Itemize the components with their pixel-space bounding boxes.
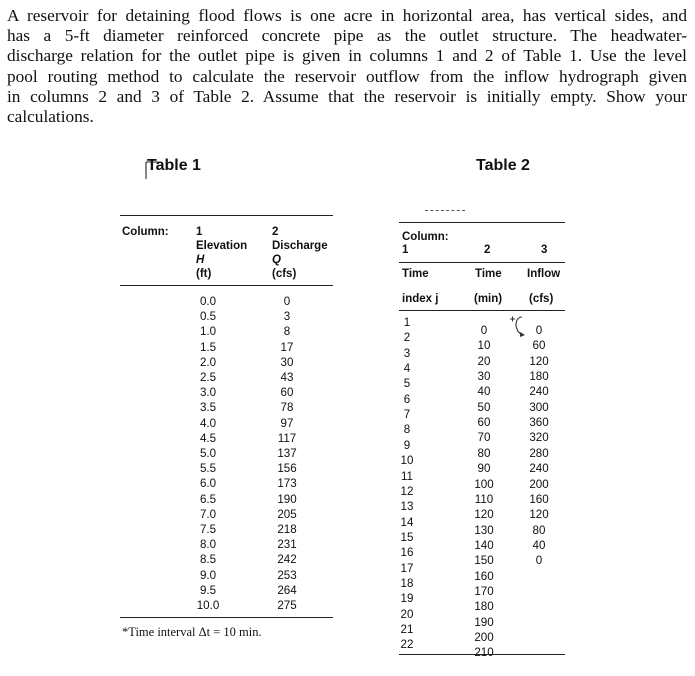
table2-inflow-cell: 300 [529,400,549,414]
table2-time-cell: 160 [474,569,494,583]
table2-time-cell: 130 [474,523,494,537]
table2-time-cell: 60 [477,416,491,430]
table2-index-cell: 9 [403,438,411,452]
table2-index-cell: 5 [403,377,411,391]
table1-discharge-cell: 205 [277,507,297,521]
table2-index-cell: 3 [403,346,411,360]
table2-time-cell: 70 [477,431,491,445]
table2-time-cell: 120 [474,508,494,522]
table2-col1-num: 1 [402,244,409,256]
table1-discharge-cell: 117 [277,431,297,445]
table1-discharge-cell: 0 [283,295,291,308]
table2-inflow-cell: 240 [529,462,549,476]
table2-time-cell: 210 [474,646,494,660]
table1-discharge-cell: 156 [277,462,297,476]
table1-discharge-cell: 242 [277,553,297,567]
table2-index-cell: 16 [400,546,414,560]
table2-index-cell: 14 [400,515,414,529]
table2-inflow-cell: 280 [529,446,549,460]
table2-title: Table 2 [476,157,530,174]
table2-inflow-cell: 160 [529,492,549,506]
table2-time-cell: 100 [474,477,494,491]
table2-index-cell: 4 [403,362,411,376]
table1-discharge-cell: 3 [283,310,291,324]
table1-discharge-cell: 97 [280,416,294,430]
table2-col2-name: Time [475,268,502,280]
table1-col2-name: Discharge [272,240,328,252]
table2-time-cell: 200 [474,631,494,644]
table1-elevation-cell: 7.0 [199,507,217,521]
table1-discharge-cell: 137 [277,447,297,460]
table1-discharge-cell: 8 [283,325,291,339]
table2-index-cell: 6 [403,392,411,406]
table2-scan-artifact [425,210,465,211]
table1-elevation-cell: 4.5 [199,431,217,445]
table2-time-cell: 10 [477,339,491,353]
table1-footnote: *Time interval Δt = 10 min. [122,625,262,639]
table2-time-cell: 20 [477,354,491,368]
table1-top-rule [120,215,333,216]
table2-index-cell: 21 [400,623,414,636]
table2-inflow-cell: 40 [532,538,546,552]
table1-elevation-cell: 2.0 [199,355,217,369]
table1-elevation-cell: 8.5 [199,553,217,567]
table1-header-rule [120,285,333,286]
table2-index-cell: 22 [400,638,414,652]
table1-elevation-cell: 8.0 [199,538,217,552]
table2-col3-unit: (cfs) [529,293,554,305]
table1-discharge-cell: 173 [277,477,297,491]
table2-index-cell: 13 [400,500,414,514]
table1-discharge-cell: 78 [280,401,294,415]
table2-time-cell: 140 [474,538,494,552]
table2-index-cell: 19 [400,592,414,606]
table1-col1-unit: (ft) [196,268,212,280]
cursor-mark [142,160,164,182]
table1-elevation-cell: 5.5 [199,462,217,476]
table1-elevation-cell: 6.0 [199,477,217,491]
table2-index-cell: 7 [403,408,411,422]
table1-elevation-cell: 3.5 [199,401,217,415]
arrow-annotation-icon [508,313,534,345]
table2-index-cell: 8 [403,423,411,437]
problem-statement [7,6,687,127]
table2-col3-name: Inflow [527,268,561,280]
table2-col2-num: 2 [484,244,491,256]
table2-time-cell: 30 [477,370,491,384]
table2-inflow-cell: 80 [532,523,546,537]
table2-time-cell: 50 [477,400,491,414]
table1-discharge-cell: 43 [280,371,294,384]
table1-col1-num: 1 [196,226,203,238]
table2-time-cell: 80 [477,446,491,460]
table1-elevation-cell: 9.5 [199,583,217,597]
problem-line: pool routing method to calculate the reservoir outflow from the inflow hydrograph given [7,66,687,86]
table1-elevation-cell: 4.0 [199,416,217,430]
table2-inflow-cell: 120 [529,508,549,522]
table1-discharge-cell: 190 [277,492,297,506]
table1-elevation-cell: 0.5 [199,310,217,324]
table1-discharge-cell: 30 [280,355,294,369]
table2-index-cell: 1 [403,316,411,329]
table1-elevation-cell: 6.5 [199,492,217,506]
table2-index-cell: 11 [400,469,414,483]
table1-col1-name: Elevation [196,240,248,252]
table2-index-cell: 10 [400,454,414,468]
table2-time-cell: 180 [474,600,494,614]
table1-discharge-cell: 253 [277,568,297,582]
table1-elevation-cell: 1.0 [199,325,217,339]
table2-top-rule [399,222,565,223]
table2-mid-rule [399,262,565,263]
table2-time-cell: 0 [480,324,488,337]
table2-index-cell: 2 [403,331,411,345]
table2-inflow-cell: 120 [529,354,549,368]
table1-discharge-cell: 218 [277,523,297,536]
table2-time-cell: 190 [474,615,494,629]
problem-line: calculations. [7,107,94,127]
table2-inflow-cell: 0 [535,324,543,337]
table2-time-cell: 40 [477,385,491,399]
table1-elevation-cell: 1.5 [199,340,217,354]
problem-line: discharge relation for the outlet pipe is given in columns 1 and 2 of Table 1. Use the level [7,46,687,66]
table2-time-cell: 110 [474,492,494,506]
table2-index-cell: 17 [400,561,414,575]
table2-time-cell: 170 [474,584,494,598]
table1-elevation-cell: 9.0 [199,568,217,582]
table2-header-rule [399,310,565,311]
table1-col2-symbol: Q [272,254,281,266]
table1-discharge-cell: 275 [277,599,297,612]
table2-inflow-cell: 200 [529,477,549,491]
problem-line: A reservoir for detaining flood flows is one acre in horizontal area, has vertical sides, and [7,6,687,25]
table1-elevation-cell: 7.5 [199,523,217,536]
table2-index-cell: 20 [400,607,414,621]
table1-col2-num: 2 [272,226,279,238]
table1-elevation-cell: 3.0 [199,386,217,400]
table1-discharge-cell: 231 [277,538,297,552]
problem-line: in columns 2 and 3 of Table 2. Assume that the reservoir is initially empty. Show your [7,86,687,106]
table2-col1-name: Time [402,268,429,280]
table2-col2-unit: (min) [474,293,503,305]
table2-inflow-cell: 360 [529,416,549,430]
table2-index-cell: 18 [400,576,414,590]
table1-elevation-cell: 2.5 [199,371,217,384]
table1-column-label: Column: [122,226,169,238]
table2-inflow-cell: 0 [535,554,543,568]
table1-title: Table 1 [147,157,201,174]
table1-discharge-cell: 17 [280,340,294,354]
table2-time-cell: 150 [474,554,494,568]
table1-bottom-rule [120,617,333,618]
table1-elevation-cell: 0.0 [199,295,217,308]
table2-inflow-cell: 240 [529,385,549,399]
table2-column-label: Column: [402,231,449,243]
table2-col1-sub: index j [402,293,439,305]
problem-line: has a 5-ft diameter reinforced concrete pipe as the outlet structure. The headwater- [7,26,687,46]
table1-elevation-cell: 5.0 [199,447,217,460]
table2-inflow-cell: 60 [532,339,546,353]
table1-elevation-cell: 10.0 [196,599,220,612]
table2-index-cell: 12 [400,484,414,498]
table2-col3-num: 3 [541,244,548,256]
table1-col1-symbol: H [196,254,205,266]
table2-index-cell: 15 [400,530,414,544]
table1-col2-unit: (cfs) [272,268,297,280]
table1-discharge-cell: 264 [277,583,297,597]
table2-bottom-rule [399,654,565,655]
table2-inflow-cell: 180 [529,370,549,384]
table2-inflow-cell: 320 [529,431,549,445]
table2-time-cell: 90 [477,462,491,476]
table1-discharge-cell: 60 [280,386,294,400]
